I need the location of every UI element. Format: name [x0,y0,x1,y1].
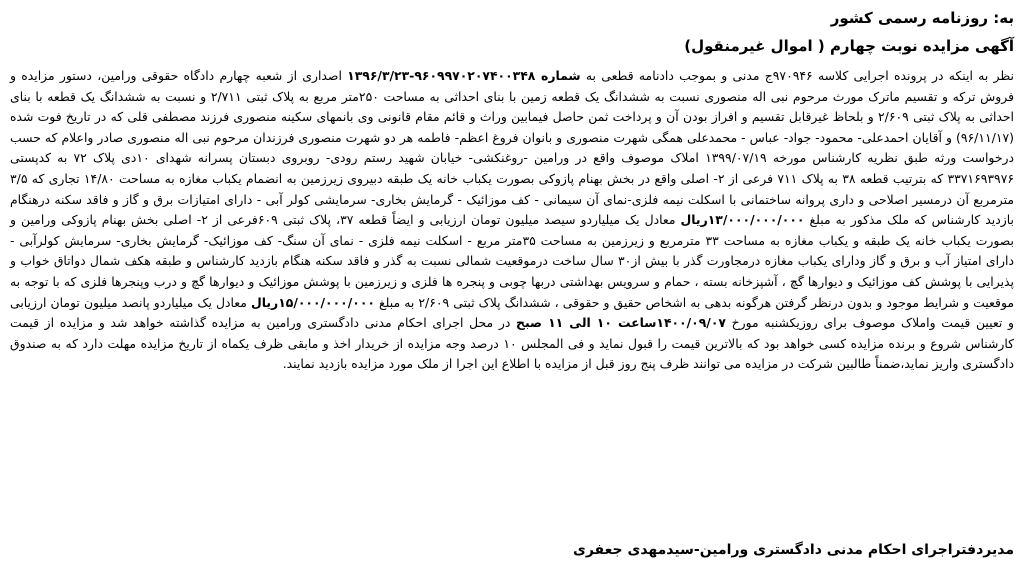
body-segment-3: اصداری از شعبه چهارم دادگاه حقوقی ورامین، دستور مزایده و فروش ترکه و تقسیم ماترک مورث مرحوم نبی اله منصوری نسبت به ششدانگ یک قطعه زمین با بنای احداثی به مساحت ۲۵۰متر مربع به پلاک ثبتی ۲/۷۱۱ و نسبت به ششدانگ یک قطعه با بنای احداثی به پلاک ثبتی ۲/۶۰۹ و بلحاظ غیرقابل تقسیم و افراز بودن آن و پرداخت ثمن حاصل فیمابین وراث و قائم مقام قانونی وی بانمهای سکینه منصوری فرزند مصطفی قلی که در تاریخ فوت شده (۹۶/۱۱/۱۷) و آقایان احمدعلی- محمود- جواد- عباس - محمدعلی همگی شهرت منصوری و بانوان فروغ اعظم- فاطمه هر دو شهرت منصوری فرزندان مرحوم نبی اله منصوری صادر واعلام که حسب درخواست ورثه طبق نظریه کارشناس مورخه ۱۳۹۹/۰۷/۱۹ املاک موصوف واقع در ورامین -روغنکشی- خیابان شهید رستم رودی- روبروی دبستان پسرانه شهدای ۱۰دی پلاک ۷۲ به کدپستی ۳۳۷۱۶۹۳۹۷۶ که بترتیب قطعه ۳۸ به پلاک ۷۱۱ فرعی از ۲- اصلی واقع در بخش بهنام پازوکی بصورت یکباب خانه یک طبقه دبیروی زیرزمین به انضمام یکباب مغازه به مساحت ۱۴/۸۰ تجاری که ۳/۵ مترمربع آن درمسیر اصلاحی و داری پروانه ساختمانی با اسکلت نیمه فلزی-نمای آن سیمانی - کف موزائیک - گرمایش بخاری- سرمایشی کولر آبی - دارای امتیازات برق و گاز و فاقد سکنه درهنگام بازدید کارشناس که ملک مذکور به مبلغ [10,68,1015,228]
notice-body [10,66,1014,375]
body-segment-5: معادل یک میلیاردو سیصد میلیون تومان ارزیابی و ایضاً قطعه ۳۷، پلاک ثبتی ۶۰۹فرعی از ۲- اصلی بخش بهنام پازوکی ورامین و بصورت یکباب خانه یک طبقه و یکباب مغازه به مساحت ۳۳ مترمربع و زیرزمین به مساحت ۳۵متر مربع - اسکلت نیمه فلزی - نمای آن سنگ- کف موزائیک- گرمایش بخاری- سرمایش کولرآبی - دارای امتیاز آب و برق و گاز ودارای یکباب مغازه درمجاورت گذر با بیش از۳۰ سال ساخت درموقعیت شمالی نسبت به گذر و فاقد سکنه هنگام بازدید کارشناس و طبقه هکف شمال دواتاق خواب و پذیرایی با پوشش کف موزائیک و دیوارها گچ ، آشپزخانه بسته ، حمام و سرویس بهداشتی دربها چوبی و پنجره ها فلزی و زیرزمین با پوشش موزائیک و دیوارها گچ و درب وپنجرها فلزی که با توجه به موقعیت و شرایط موجود و بدون درنظر گرفتن هرگونه بدهی به اشخاص حقیق و حقوقی ، ششدانگ پلاک ثبتی ۲/۶۰۹ به مبلغ [10,212,1014,310]
body-segment-1: نظر به اینکه در پرونده اجرایی کلاسه ۹۷۰۹۴۶ج مدنی و بموجب دادنامه قطعی به [580,68,1015,83]
body-segment-9: در محل اجرای احکام مدنی دادگستری ورامین به مزایده گذاشته خواهد شد و مزایده از قیمت کارشناس شروع و برنده مزایده کسی خواهد بود که بالاترین قیمت را قبول نماید و فی المجلس ۱۰ درصد وجه مزایده از خریدار اخذ و مابقی ظرف یکماه از تاریخ مزایده مهلت دارد که به صندوق دادگستری واریز نماید،ضمناً طالبین شرکت در مزایده می توانند ظرف پنج روز قبل از مزایده با اطلاع این اجرا از ملک مورد مزایده بازدید نمایند. [10,315,1014,372]
notice-title: آگهی مزایده نوبت چهارم ( اموال غیرمنقول) [684,37,1014,55]
signature-line: مدیردفتراجرای احکام مدنی دادگستری ورامین-سیدمهدی جعفری [573,542,1014,558]
price-plot-711: ۱۳/۰۰۰/۰۰۰/۰۰۰ریال [680,212,805,228]
price-plot-609: ۱۵/۰۰۰/۰۰۰/۰۰۰ریال [250,294,375,310]
recipient-line: به: روزنامه رسمی کشور [830,9,1014,27]
judgment-number: شماره ۹۶۰۹۹۷۰۲۰۷۴۰۰۳۴۸-۱۳۹۶/۳/۲۳ [347,68,581,83]
body-segment-7: معادل یک میلیاردو پانصد میلیون تومان ارزیابی و تعیین قیمت واملاک موصوف برای روزیکشنبه مورخ [10,294,1014,331]
auction-datetime: ۱۴۰۰/۰۹/۰۷ساعت ۱۰ الی ۱۱ صبح [516,315,726,331]
